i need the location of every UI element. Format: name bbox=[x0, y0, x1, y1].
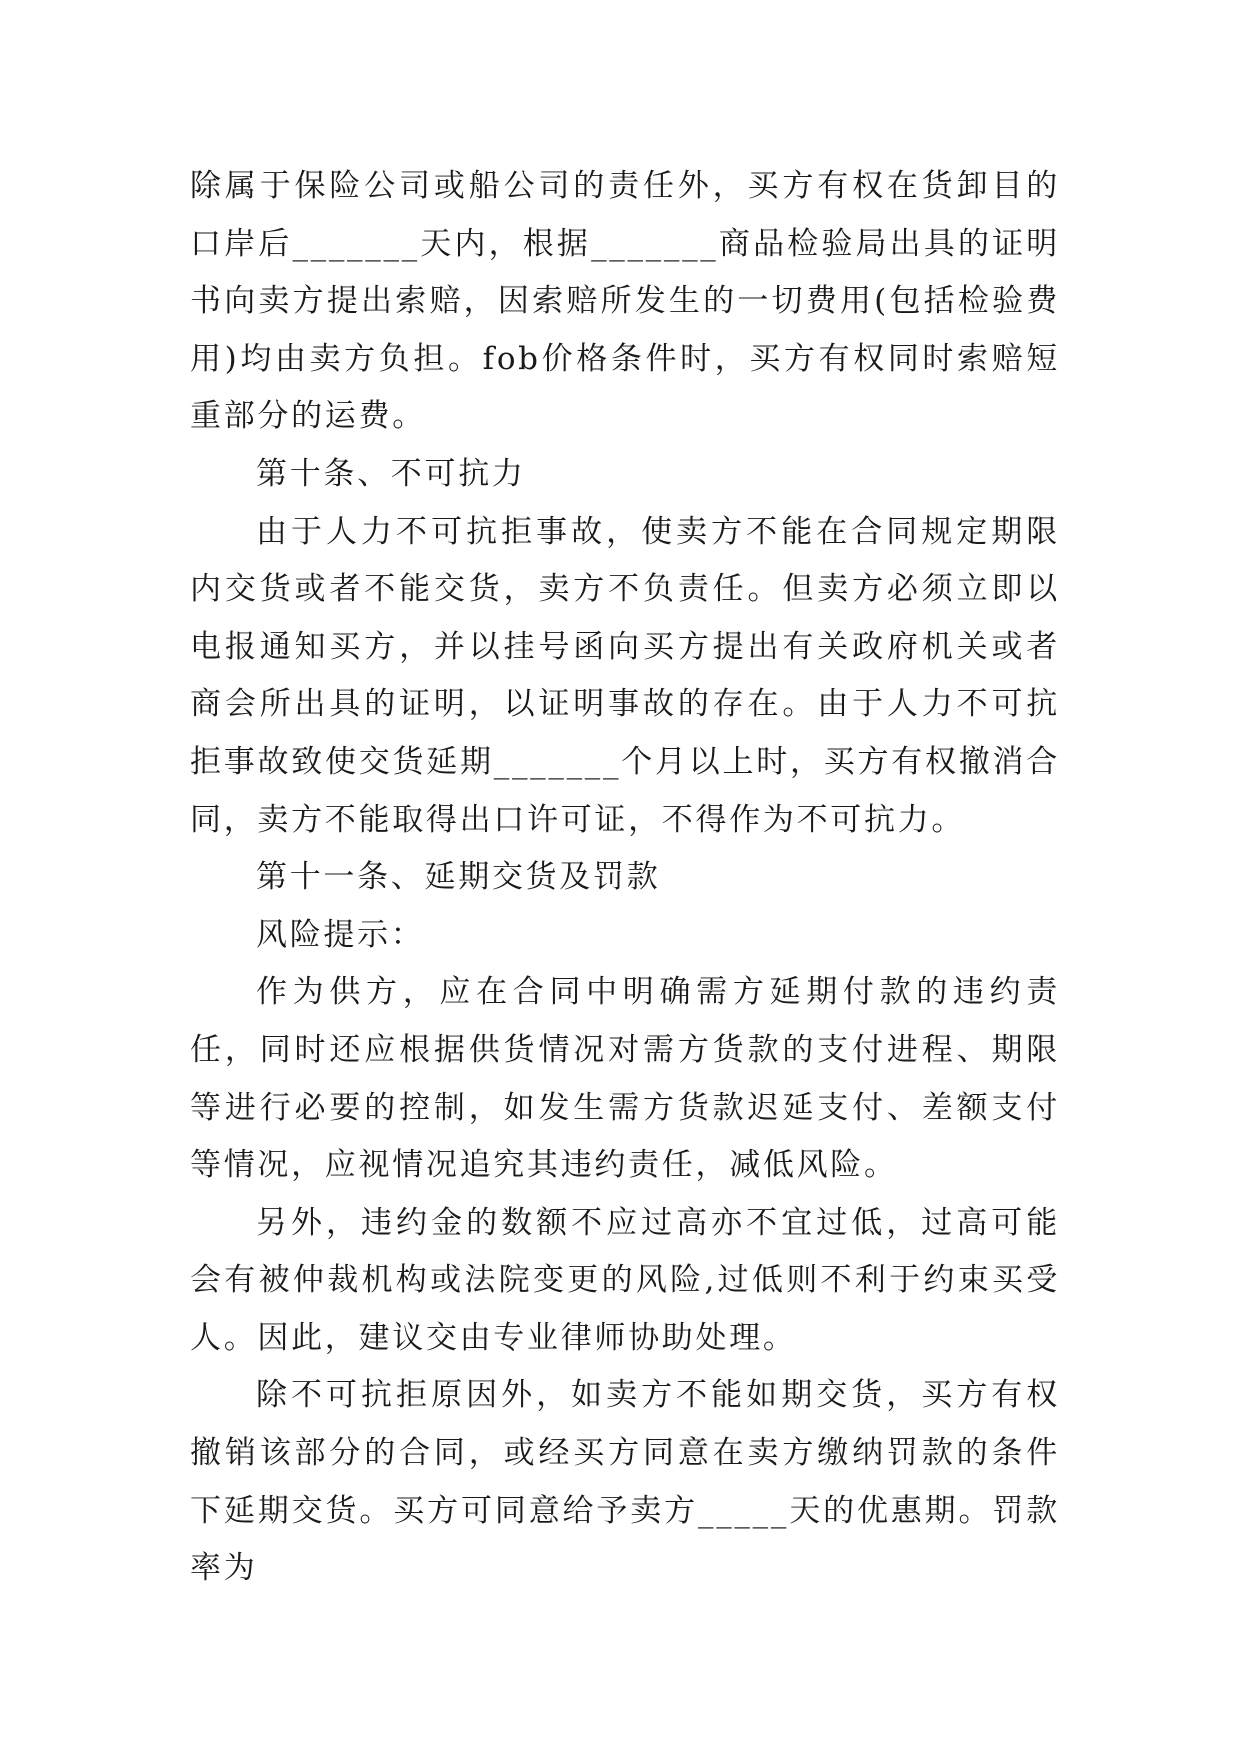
document-page bbox=[190, 158, 1060, 1598]
paragraph-claim-clause: 除属于保险公司或船公司的责任外，买方有权在货卸目的口岸后_______天内，根据_______商品检验局出具的证明书向卖方提出索赔，因索赔所发生的一切费用(包括检验费用)均由卖方负担。fob价格条件时，买方有权同时索赔短重部分的运费。 bbox=[190, 168, 1060, 435]
heading-article-11: 第十一条、延期交货及罚款 bbox=[256, 859, 661, 896]
paragraph-force-majeure: 由于人力不可抗拒事故，使卖方不能在合同规定期限内交货或者不能交货，卖方不负责任。但卖方必须立即以电报通知买方，并以挂号函向买方提出有关政府机关或者商会所出具的证明，以证明事故的存在。由于人力不可抗拒事故致使交货延期_______个月以上时，买方有权撤消合同，卖方不能取得出口许可证，不得作为不可抗力。 bbox=[190, 513, 1060, 838]
paragraph-delay-penalty: 除不可抗拒原因外，如卖方不能如期交货，买方有权撤销该部分的合同，或经买方同意在卖方缴纳罚款的条件下延期交货。买方可同意给予卖方_____天的优惠期。罚款率为 bbox=[190, 1377, 1060, 1587]
paragraph-risk-penalty: 另外，违约金的数额不应过高亦不宜过低，过高可能会有被仲裁机构或法院变更的风险,过低则不利于约束买受人。因此，建议交由专业律师协助处理。 bbox=[190, 1204, 1060, 1356]
heading-article-10: 第十条、不可抗力 bbox=[256, 455, 526, 492]
risk-notice-label: 风险提示： bbox=[256, 916, 425, 953]
paragraph-risk-supplier: 作为供方，应在合同中明确需方延期付款的违约责任，同时还应根据供货情况对需方货款的支付进程、期限等进行必要的控制，如发生需方货款迟延支付、差额支付等情况，应视情况追究其违约责任，减低风险。 bbox=[190, 974, 1060, 1184]
